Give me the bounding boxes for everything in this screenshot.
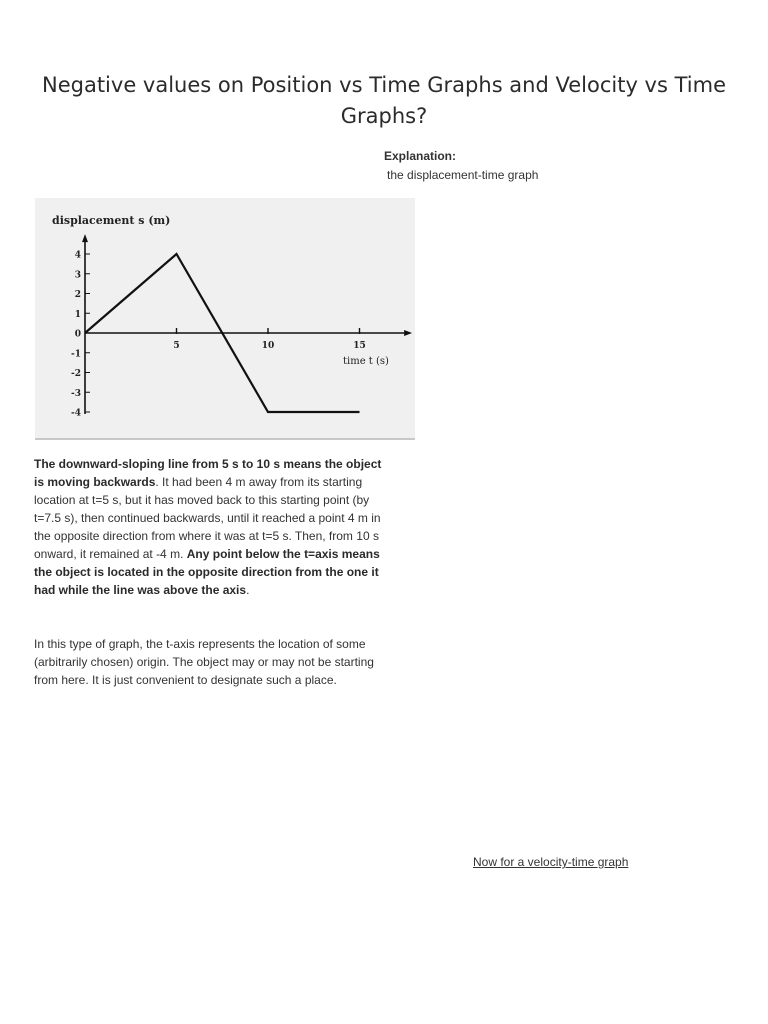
explanation-paragraph-2: In this type of graph, the t-axis represents the location of some (arbitrarily chosen) origin. The object may or may not be starting from here. It is just convenient to designate such a place. [34,637,374,687]
y-axis-arrow [82,234,88,242]
y-tick-label: -4 [71,408,81,419]
x-tick-label: 10 [261,341,275,351]
x-tick-label: 5 [173,341,180,351]
paragraph-1-text-1: . It had been 4 m away from its starting location at t=5 s, but it has moved back to this starting point (by t=7.5 s), then continued backwards, until it reached a point 4 m in the opposite direction from where it was at t=5 s. Then, from 10 s onward, it remained at -4 m. [34,475,381,561]
chart-xlabel: time t (s) [343,356,389,367]
paragraph-1-bold-1: The downward-sloping line from 5 s to 10 s means the object is moving backwards [34,457,382,489]
y-tick-label: 2 [74,290,81,300]
y-tick-label: -1 [71,349,81,360]
y-tick-label: 0 [74,329,81,340]
chart-svg [35,198,415,436]
x-axis-arrow [404,330,412,336]
paragraph-1-bold-2: Any point below the t=axis means the object is located in the opposite direction from the one it had while the line was above the axis [34,547,380,597]
page-title: Negative values on Position vs Time Graphs and Velocity vs Time Graphs? [42,73,726,128]
y-tick-label: 4 [74,250,81,261]
explanation-subtitle: the displacement-time graph [387,168,539,182]
explanation-paragraph-1 [34,455,386,599]
y-tick-label: -3 [71,388,81,399]
paragraph-1-text-2: . [246,583,250,597]
y-tick-label: -2 [71,369,81,379]
y-tick-label: 1 [74,309,81,320]
explanation-label: Explanation: [384,149,457,163]
y-tick-label: 3 [74,270,81,281]
x-tick-label: 15 [353,341,366,351]
velocity-time-graph-link[interactable]: Now for a velocity-time graph [473,855,629,869]
displacement-time-graph [35,198,415,440]
chart-ylabel: displacement s (m) [52,214,171,227]
